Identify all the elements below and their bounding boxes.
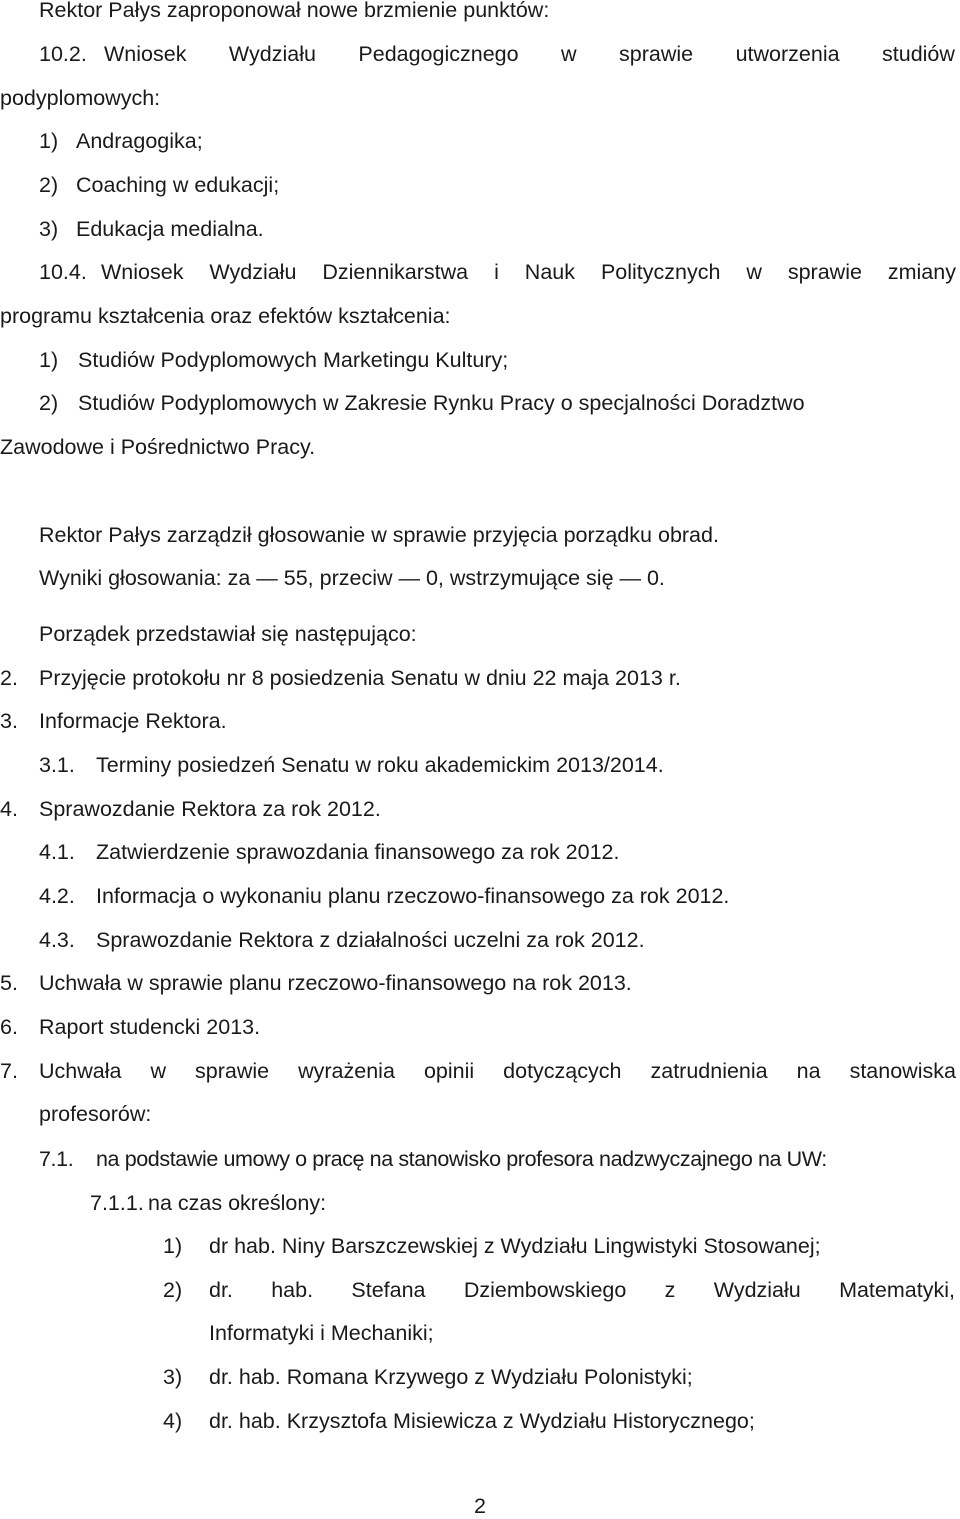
agenda-item-7-line1 xyxy=(39,1061,956,1083)
item-number: 10.4. xyxy=(39,260,87,284)
agenda-text: na podstawie umowy o pracę na stanowisko profesora nadzwyczajnego na UW: xyxy=(96,1147,827,1171)
word: Stefana xyxy=(351,1278,426,1302)
word: Dziennikarstwa xyxy=(322,260,469,284)
item-10-4-line1 xyxy=(101,262,956,284)
agenda-text: Zatwierdzenie sprawozdania finansowego za rok 2012. xyxy=(96,840,620,864)
candidate-item xyxy=(163,1367,693,1389)
word: sprawie xyxy=(787,260,862,284)
candidate-number: 1) xyxy=(163,1234,183,1258)
word: Matematyki, xyxy=(839,1278,955,1302)
candidate-item-2-line1 xyxy=(209,1280,955,1302)
word: stanowiska xyxy=(849,1059,956,1083)
word: Wniosek xyxy=(101,260,184,284)
candidate-number: 2) xyxy=(163,1278,183,1302)
agenda-item xyxy=(39,755,664,777)
agenda-item xyxy=(39,886,729,908)
word: w xyxy=(561,42,577,66)
agenda-number: 7.1.1. xyxy=(90,1191,144,1215)
candidate-text: dr. hab. Romana Krzywego z Wydziału Polonistyki; xyxy=(209,1365,693,1389)
word: Wydziału xyxy=(209,260,297,284)
agenda-number: 2. xyxy=(0,666,18,690)
word: w xyxy=(150,1059,166,1083)
agenda-item xyxy=(39,930,645,952)
candidate-item xyxy=(163,1236,821,1258)
list-item-text: Studiów Podyplomowych Marketingu Kultury; xyxy=(78,348,509,372)
agenda-text: Raport studencki 2013. xyxy=(39,1015,261,1039)
list-item-number: 2) xyxy=(39,173,59,197)
agenda-number: 7. xyxy=(0,1059,18,1083)
list-item-number: 1) xyxy=(39,348,59,372)
candidate-text: dr hab. Niny Barszczewskiej z Wydziału Lingwistyki Stosowanej; xyxy=(209,1234,821,1258)
agenda-item-continuation: profesorów: xyxy=(39,1102,152,1126)
list-item-text: Andragogika; xyxy=(76,129,203,153)
agenda-text: Terminy posiedzeń Senatu w roku akademickim 2013/2014. xyxy=(96,753,664,777)
vote-result: Wyniki głosowania: za — 55, przeciw — 0, wstrzymujące się — 0. xyxy=(39,566,665,590)
word: Politycznych xyxy=(600,260,721,284)
intro-text: Rektor Pałys zaproponował nowe brzmienie punktów: xyxy=(39,0,550,22)
word: na xyxy=(796,1059,821,1083)
list-item-number: 3) xyxy=(39,217,59,241)
word: sprawie xyxy=(619,42,694,66)
word: Uchwała xyxy=(39,1059,122,1083)
candidate-item xyxy=(163,1411,755,1433)
list-item-text: Studiów Podyplomowych w Zakresie Rynku Pracy o specjalności Doradztwo xyxy=(78,391,805,415)
list-item-continuation: Zawodowe i Pośrednictwo Pracy. xyxy=(0,435,316,459)
list-item-text: Coaching w edukacji; xyxy=(76,173,280,197)
word: wyrażenia xyxy=(298,1059,395,1083)
word: Dziembowskiego xyxy=(463,1278,627,1302)
word: zmiany xyxy=(887,260,956,284)
word: Wydziału xyxy=(228,42,316,66)
item-10-2-line2: podyplomowych: xyxy=(0,86,161,110)
agenda-item xyxy=(0,1017,260,1039)
word: sprawie xyxy=(195,1059,270,1083)
agenda-number: 7.1. xyxy=(39,1147,74,1171)
item-number: 10.2. xyxy=(39,42,87,66)
candidate-number: 4) xyxy=(163,1409,183,1433)
word: dr. xyxy=(209,1278,233,1302)
word: utworzenia xyxy=(735,42,840,66)
list-item xyxy=(39,219,264,241)
agenda-number: 4.2. xyxy=(39,884,75,908)
agenda-text: na czas określony: xyxy=(148,1191,327,1215)
agenda-number: 6. xyxy=(0,1015,18,1039)
list-item xyxy=(39,350,508,372)
agenda-text: Informacja o wykonaniu planu rzeczowo-finansowego za rok 2012. xyxy=(96,884,730,908)
agenda-item xyxy=(0,711,227,733)
word: z xyxy=(664,1278,676,1302)
agenda-text: Sprawozdanie Rektora z działalności uczelni za rok 2012. xyxy=(96,928,645,952)
word: Wniosek xyxy=(104,42,187,66)
agenda-number: 5. xyxy=(0,971,18,995)
word: zatrudnienia xyxy=(650,1059,768,1083)
word: Pedagogicznego xyxy=(358,42,519,66)
word: w xyxy=(746,260,762,284)
agenda-item xyxy=(39,1149,827,1171)
agenda-number: 4.3. xyxy=(39,928,75,952)
agenda-item xyxy=(90,1193,326,1215)
word: hab. xyxy=(271,1278,314,1302)
word: dotyczących xyxy=(503,1059,622,1083)
agenda-intro: Porządek przedstawiał się następująco: xyxy=(39,622,417,646)
agenda-item xyxy=(0,799,381,821)
agenda-number: 4. xyxy=(0,797,18,821)
page-number: 2 xyxy=(474,1494,486,1518)
agenda-item xyxy=(0,973,632,995)
list-item-text: Edukacja medialna. xyxy=(76,217,264,241)
item-10-2-line1 xyxy=(104,44,955,66)
agenda-number: 3.1. xyxy=(39,753,75,777)
word: Nauk xyxy=(524,260,575,284)
word: Wydziału xyxy=(713,1278,801,1302)
agenda-text: Przyjęcie protokołu nr 8 posiedzenia Senatu w dniu 22 maja 2013 r. xyxy=(39,666,681,690)
word: opinii xyxy=(423,1059,475,1083)
agenda-text: Informacje Rektora. xyxy=(39,709,227,733)
item-10-4-line2: programu kształcenia oraz efektów kształcenia: xyxy=(0,304,451,328)
candidate-number: 3) xyxy=(163,1365,183,1389)
list-item-number: 1) xyxy=(39,129,59,153)
candidate-text: dr. hab. Krzysztofa Misiewicza z Wydziału Historycznego; xyxy=(209,1409,755,1433)
agenda-text: Sprawozdanie Rektora za rok 2012. xyxy=(39,797,381,821)
agenda-item xyxy=(0,668,681,690)
list-item xyxy=(39,131,203,153)
candidate-continuation: Informatyki i Mechaniki; xyxy=(209,1321,434,1345)
list-item xyxy=(39,175,279,197)
agenda-text: Uchwała w sprawie planu rzeczowo-finansowego na rok 2013. xyxy=(39,971,632,995)
word: i xyxy=(494,260,499,284)
list-item xyxy=(39,393,805,415)
agenda-number: 3. xyxy=(0,709,18,733)
list-item-number: 2) xyxy=(39,391,59,415)
agenda-number: 4.1. xyxy=(39,840,75,864)
word: studiów xyxy=(882,42,955,66)
agenda-item xyxy=(39,842,619,864)
vote-line: Rektor Pałys zarządził głosowanie w sprawie przyjęcia porządku obrad. xyxy=(39,523,719,547)
